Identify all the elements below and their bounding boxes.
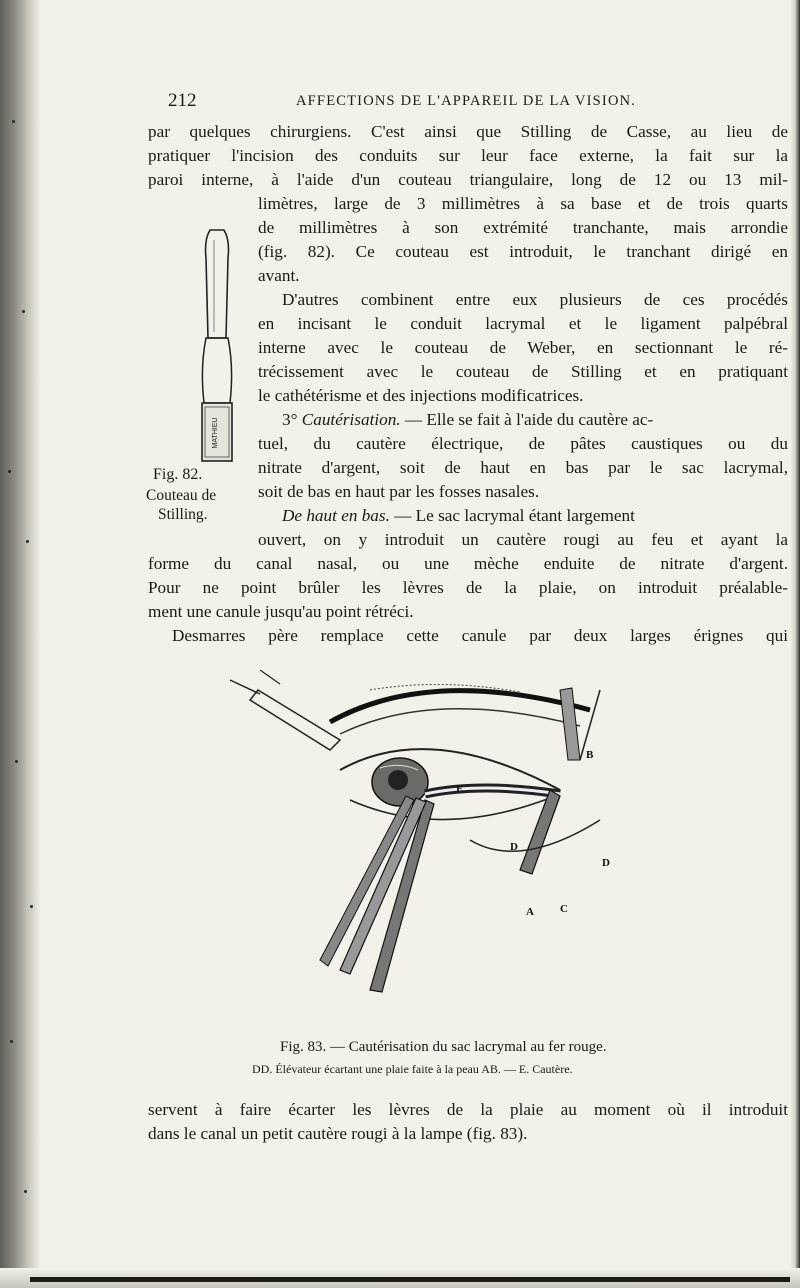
fig83-label-e: E — [456, 783, 464, 795]
section-number: 3° — [282, 410, 302, 429]
page-bottom-rule — [30, 1277, 790, 1282]
fig82-caption-title-2: Stilling. — [158, 506, 208, 523]
fig83-label-a: A — [526, 906, 534, 918]
body-line-3: paroi interne, à l'aide d'un couteau triangulaire, long de 12 ou 13 mil- — [148, 170, 788, 189]
fig83-label-b: B — [586, 749, 594, 761]
fig82-handle-mark: MATHIEU — [212, 417, 219, 449]
body-line-15: nitrate d'argent, soit de haut en bas par le sac lacrymal, — [258, 458, 788, 477]
body-line-23: servent à faire écarter les lèvres de la plaie au moment où il introduit — [148, 1100, 788, 1119]
fig83-legend: DD. Élévateur écartant une plaie faite à la peau AB. — E. Cautère. — [252, 1062, 573, 1076]
page-header — [168, 90, 788, 112]
book-spine-shadow — [0, 0, 40, 1288]
fig82-knife-illustration — [196, 228, 238, 464]
fig83-cauterization-illustration — [220, 670, 660, 1030]
running-head: AFFECTIONS DE L'APPAREIL DE LA VISION. — [296, 93, 637, 109]
body-line-22: Desmarres père remplace cette canule par deux larges érignes qui — [172, 626, 788, 645]
body-line-4: limètres, large de 3 millimètres à sa base et de trois quarts — [258, 194, 788, 213]
body-line-7: avant. — [258, 266, 300, 285]
page-right-edge — [790, 0, 800, 1288]
body-line-10: interne avec le couteau de Weber, en sectionnant le ré- — [258, 338, 788, 357]
fig83-label-d2: D — [602, 857, 610, 869]
body-line-20: Pour ne point brûler les lèvres de la plaie, on introduit préalable- — [148, 578, 788, 597]
body-line-8: D'autres combinent entre eux plusieurs de ces procédés — [282, 290, 788, 309]
body-line-6: (fig. 82). Ce couteau est introduit, le tranchant dirigé en — [258, 242, 788, 261]
body-line-14: tuel, du cautère électrique, de pâtes caustiques ou du — [258, 434, 788, 453]
fig83-label-d1: D — [510, 841, 518, 853]
body-line-9: en incisant le conduit lacrymal et le ligament palpébral — [258, 314, 788, 333]
fig83-label-c: C — [560, 903, 568, 915]
fig83-caption: Fig. 83. — Cautérisation du sac lacrymal au fer rouge. — [280, 1039, 607, 1055]
body-line-1: par quelques chirurgiens. C'est ainsi que Stilling de Casse, au lieu de — [148, 122, 788, 141]
body-line-24: dans le canal un petit cautère rougi à la lampe (fig. 83). — [148, 1124, 528, 1143]
body-line-19: forme du canal nasal, ou une mèche enduite de nitrate d'argent. — [148, 554, 788, 573]
section-intro: — Elle se fait à l'aide du cautère ac- — [400, 410, 654, 429]
body-line-2: pratiquer l'incision des conduits sur leur face externe, la fait sur la — [148, 146, 788, 165]
body-line-12: le cathétérisme et des injections modificatrices. — [258, 386, 584, 405]
subsection-title: De haut en bas. — [282, 506, 390, 525]
subsection-intro: — Le sac lacrymal étant largement — [389, 506, 635, 525]
page-number: 212 — [168, 90, 197, 111]
fig82-caption-title: Couteau de — [146, 487, 217, 504]
body-line-5: de millimètres à son extrémité tranchante, mais arrondie — [258, 218, 788, 237]
body-line-16: soit de bas en haut par les fosses nasales. — [258, 482, 540, 501]
body-line-13 — [282, 410, 788, 430]
body-line-11: trécissement avec le couteau de Stilling et en pratiquant — [258, 362, 788, 381]
fig82-caption-number: Fig. 82. — [153, 466, 203, 483]
body-line-17 — [282, 506, 635, 526]
section-title: Cautérisation. — [301, 410, 401, 429]
body-line-18: ouvert, on y introduit un cautère rougi au feu et ayant la — [258, 530, 788, 549]
body-line-21: ment une canule jusqu'au point rétréci. — [148, 602, 414, 621]
